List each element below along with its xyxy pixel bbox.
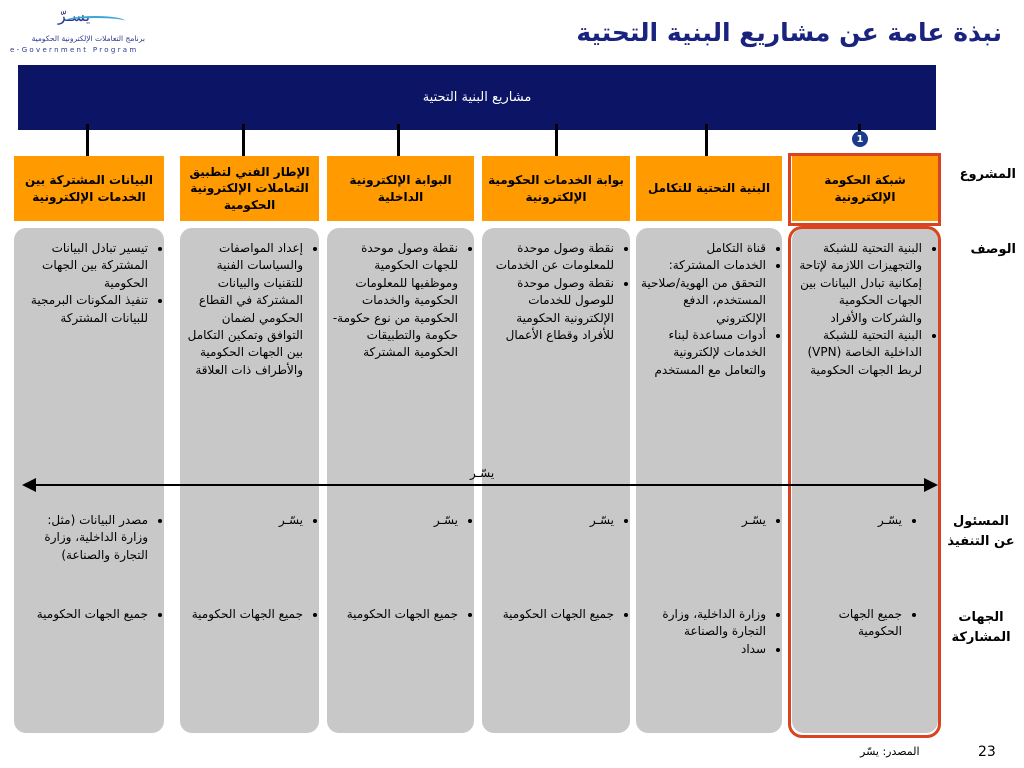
connector-line	[397, 124, 400, 156]
list-item: • جميع الجهات الحكومية	[184, 606, 303, 623]
participants-text	[486, 606, 628, 623]
span-arrow-line	[30, 484, 930, 486]
list-item: • سداد	[640, 641, 766, 658]
description-text	[184, 240, 317, 379]
source-note: المصدر: يسّر	[860, 745, 920, 758]
list-item: • يسّـر	[640, 512, 766, 529]
responsible-text	[796, 512, 916, 529]
highlight-frame	[788, 153, 941, 226]
connector-line	[242, 124, 245, 156]
program-logo	[10, 6, 145, 58]
list-item: • جميع الجهات الحكومية	[18, 606, 148, 623]
list-item: • جميع الجهات الحكومية	[796, 606, 902, 641]
row-label-responsible: المسئول عن التنفيذ	[947, 514, 1015, 549]
project-box: البنية التحتية للتكامل	[636, 156, 782, 221]
list-item: • نقطة وصول موحدة للوصول للخدمات الإلكترونية الحكومية للأفراد وقطاع الأعمال	[486, 275, 614, 345]
connector-line	[555, 124, 558, 156]
participants-text	[640, 606, 780, 658]
participants-text	[331, 606, 472, 623]
list-item: • نقطة وصول موحدة للجهات الحكومية وموظفيها للمعلومات الحكومية والخدمات الحكومية من نوع حكومة-حكومة والتطبيقات الحكومية المشتركة	[331, 240, 458, 362]
row-label-participants: الجهات المشاركة	[951, 610, 1011, 645]
connector-line	[86, 124, 89, 156]
list-item: • قناة التكامل	[640, 240, 766, 257]
arrow-label: يسّـر	[470, 466, 495, 480]
project-box: البوابة الإلكترونية الداخلية	[327, 156, 474, 221]
page-number: 23	[978, 744, 996, 760]
list-item: • جميع الجهات الحكومية	[331, 606, 458, 623]
list-item: • تيسير تبادل البيانات المشتركة بين الجهات الحكومية	[18, 240, 148, 292]
row-label-project: المشروع	[959, 167, 1016, 182]
list-item: • يسّـر	[486, 512, 614, 529]
responsible-text	[18, 512, 162, 564]
list-item: • البنية التحتية للشبكة والتجهيزات اللازمة لإتاحة إمكانية تبادل البيانات بين الجهات الحكومية والشركات والأفراد	[796, 240, 922, 327]
list-item: • أدوات مساعدة لبناء الخدمات لإلكترونية والتعامل مع المستخدم	[640, 327, 766, 379]
logo-arabic-text: برنامج التعاملات الإلكترونية الحكومية	[31, 34, 145, 43]
project-box: شبكة الحكومة الإلكترونية	[792, 156, 938, 221]
list-item: • مصدر البيانات (مثل: وزارة الداخلية، وزارة التجارة والصناعة)	[18, 512, 148, 564]
responsible-text	[184, 512, 317, 529]
project-box: بوابة الخدمات الحكومية الإلكترونية	[482, 156, 630, 221]
participants-text	[184, 606, 317, 623]
description-text	[486, 240, 628, 344]
list-item: • يسّـر	[796, 512, 902, 529]
list-item: • نقطة وصول موحدة للمعلومات عن الخدمات	[486, 240, 614, 275]
responsible-text	[486, 512, 628, 529]
description-text	[796, 240, 936, 379]
description-text	[331, 240, 472, 362]
row-label-description: الوصف	[970, 242, 1016, 257]
list-item: • تنفيذ المكونات البرمجية للبيانات المشتركة	[18, 292, 148, 327]
list-item: • الخدمات المشتركة: التحقق من الهوية/صلاحية المستخدم، الدفع الإلكتروني	[640, 257, 766, 327]
step-number-badge: 1	[852, 131, 868, 147]
banner: مشاريع البنية التحتية	[18, 65, 936, 130]
list-item: • يسّـر	[331, 512, 458, 529]
description-text	[18, 240, 162, 327]
participants-text	[796, 606, 916, 641]
list-item: • البنية التحتية للشبكة الداخلية الخاصة (VPN) لربط الجهات الحكومية	[796, 327, 922, 379]
arrow-right-icon	[924, 478, 938, 492]
logo-english-text: e-Government Program	[10, 46, 139, 54]
list-item: • جميع الجهات الحكومية	[486, 606, 614, 623]
list-item: • وزارة الداخلية، وزارة التجارة والصناعة	[640, 606, 766, 641]
arrow-left-icon	[22, 478, 36, 492]
project-box: الإطار الفني لتطبيق التعاملات الإلكترونية الحكومية	[180, 156, 319, 221]
participants-text	[18, 606, 162, 623]
connector-line	[705, 124, 708, 156]
responsible-text	[640, 512, 780, 529]
responsible-text	[331, 512, 472, 529]
list-item: • إعداد المواصفات والسياسات الفنية للتقنيات والبيانات المشتركة في القطاع الحكومي لضمان التوافق وتمكين التكامل بين الجهات الحكومية والأطراف ذات العلاقة	[184, 240, 303, 379]
list-item: • يسّـر	[184, 512, 303, 529]
project-box: البيانات المشتركة بين الخدمات الإلكترونية	[14, 156, 164, 221]
description-text	[640, 240, 780, 379]
logo-swoosh-icon	[65, 16, 125, 26]
logo-mark: يسـرّ	[58, 6, 91, 25]
page-title: نبذة عامة عن مشاريع البنية التحتية	[576, 18, 1002, 47]
